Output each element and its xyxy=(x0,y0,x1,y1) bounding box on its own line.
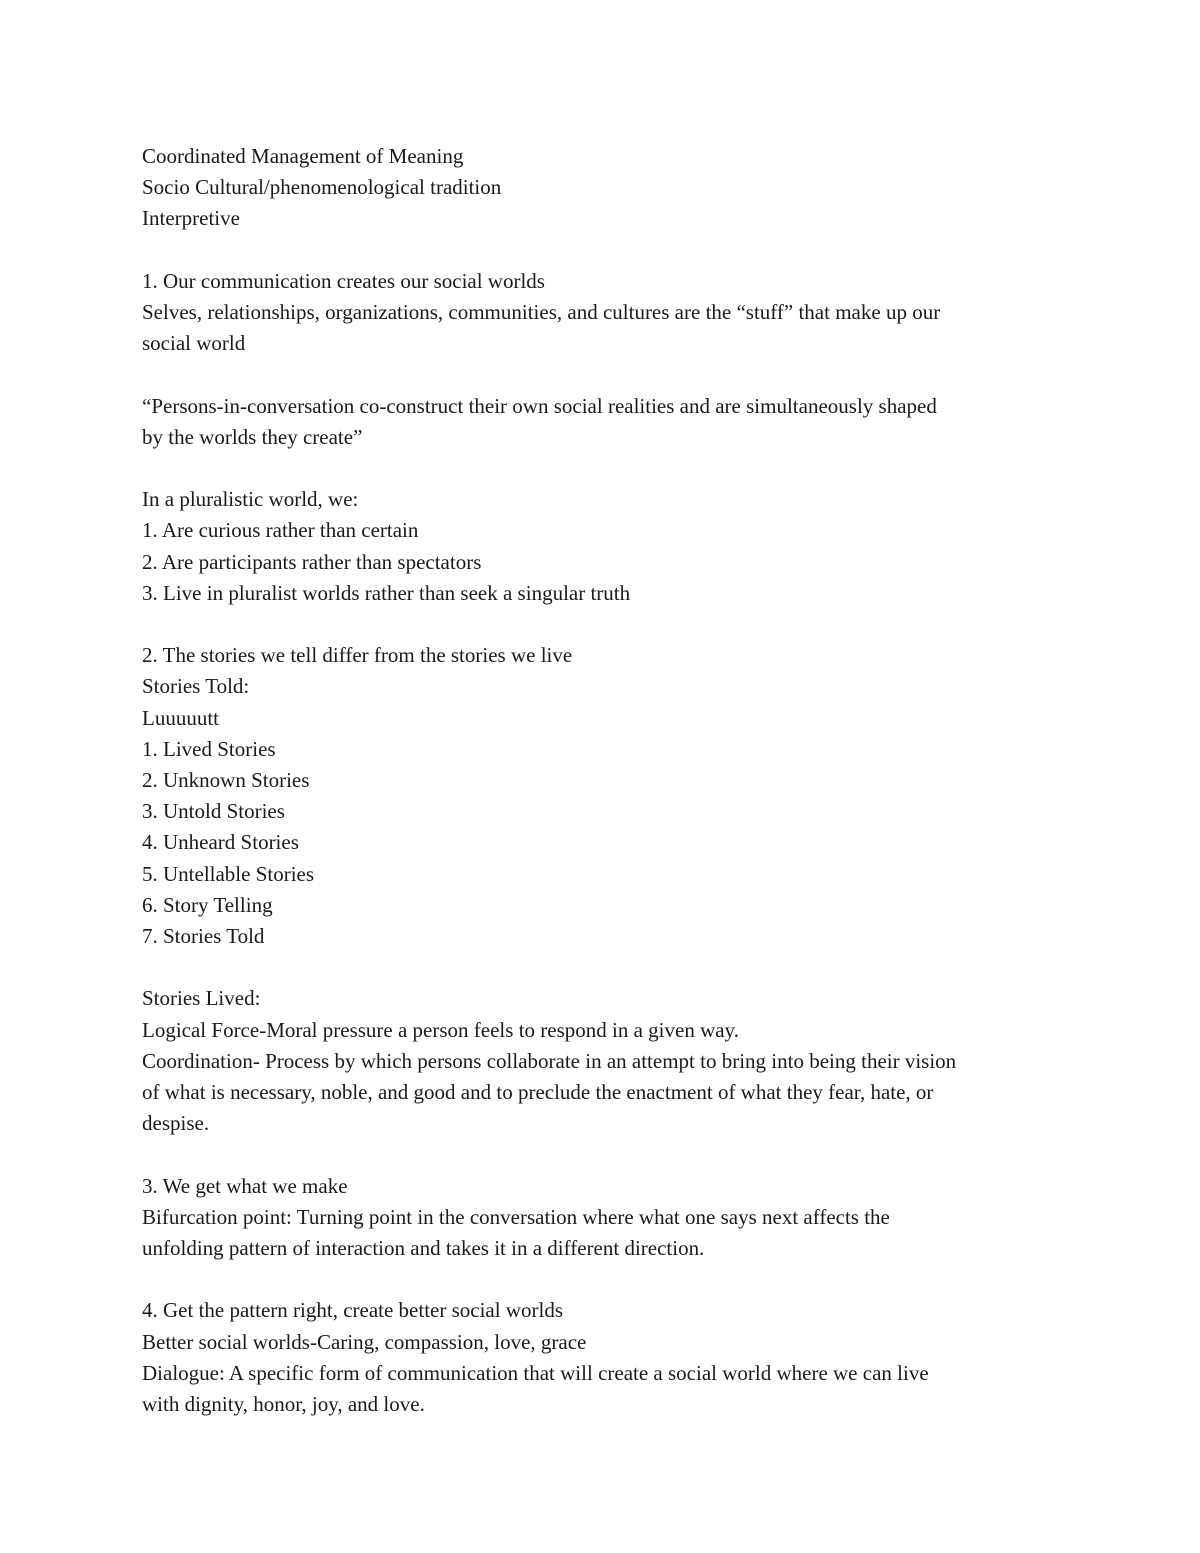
blank-line xyxy=(142,952,1072,983)
text-line: 1. Are curious rather than certain xyxy=(142,518,419,543)
text-line: “Persons-in-conversation co-construct their own social realities and are simultaneously shaped xyxy=(142,393,937,418)
text-line: 5. Untellable Stories xyxy=(142,861,315,886)
text-line: Luuuuutt xyxy=(142,705,219,730)
text-line: 4. Get the pattern right, create better social worlds xyxy=(142,1298,564,1323)
blank-line xyxy=(142,359,1072,390)
text-line: 2. The stories we tell differ from the stories we live xyxy=(142,643,573,668)
text-line: 2. Unknown Stories xyxy=(142,768,310,792)
text-line: 3. Live in pluralist worlds rather than seek a singular truth xyxy=(142,580,631,605)
text-line: Logical Force-Moral pressure a person feels to respond in a given way. xyxy=(142,1017,739,1042)
text-line: Selves, relationships, organizations, communities, and cultures are the “stuff” that make up our xyxy=(142,300,941,324)
document-body xyxy=(142,141,1072,1420)
text-line: Socio Cultural/phenomenological tradition xyxy=(142,175,502,200)
text-line: In a pluralistic world, we: xyxy=(142,487,359,512)
text-line: 2. Are participants rather than spectators xyxy=(142,549,482,574)
text-line: Stories Lived: xyxy=(142,986,261,1011)
text-line: Coordination- Process by which persons collaborate in an attempt to bring into being their vision xyxy=(142,1048,957,1073)
blank-line xyxy=(142,1264,1072,1295)
text-line: of what is necessary, noble, and good and to preclude the enactment of what they fear, hate, or xyxy=(142,1080,934,1105)
text-line: Stories Told: xyxy=(142,674,250,699)
text-line: by the worlds they create” xyxy=(142,424,363,449)
text-line: 3. Untold Stories xyxy=(142,799,285,824)
blank-line xyxy=(142,453,1072,484)
text-line: Better social worlds-Caring, compassion, love, grace xyxy=(142,1329,587,1354)
text-line: with dignity, honor, joy, and love. xyxy=(142,1392,425,1417)
text-line: 1. Lived Stories xyxy=(142,736,276,761)
text-line: unfolding pattern of interaction and takes it in a different direction. xyxy=(142,1236,705,1261)
text-line: 6. Story Telling xyxy=(142,892,273,917)
blank-line xyxy=(142,1139,1072,1170)
text-line: 1. Our communication creates our social worlds xyxy=(142,268,545,293)
text-line: social world xyxy=(142,331,246,356)
blank-line xyxy=(142,609,1072,640)
text-line: Bifurcation point: Turning point in the conversation where what one says next affects the xyxy=(142,1204,890,1229)
blank-line xyxy=(142,235,1072,266)
text-line: 3. We get what we make xyxy=(142,1173,348,1198)
text-line: Coordinated Management of Meaning xyxy=(142,144,464,168)
text-line: 4. Unheard Stories xyxy=(142,830,299,855)
text-line: 7. Stories Told xyxy=(142,924,265,949)
text-line: Dialogue: A specific form of communication that will create a social world where we can live xyxy=(142,1360,929,1385)
text-line: Interpretive xyxy=(142,206,240,231)
text-line: despise. xyxy=(142,1111,210,1136)
